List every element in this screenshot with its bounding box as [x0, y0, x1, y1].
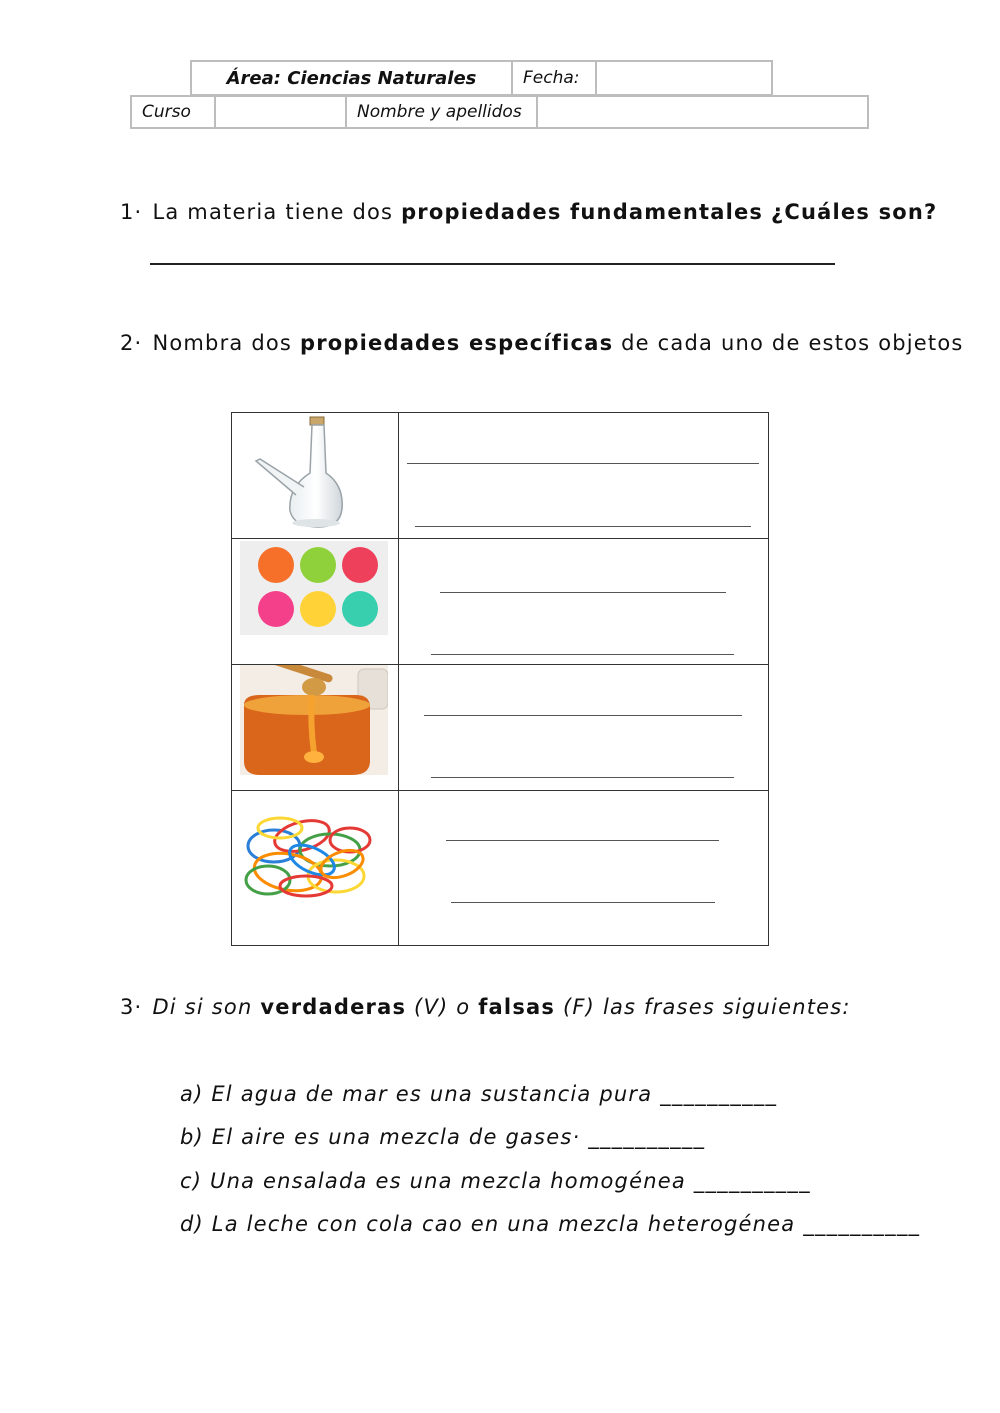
question-3-bold-falsas: falsas	[478, 995, 556, 1019]
glass-oil-cruet-image	[250, 415, 360, 533]
question-1-answer-line[interactable]	[150, 263, 835, 265]
fecha-label: Fecha:	[523, 68, 580, 88]
question-2-text: Nombra dos	[152, 331, 293, 355]
question-1-text: La materia tiene dos	[152, 200, 394, 224]
nombre-label-cell	[345, 95, 538, 129]
statement-a: a) El agua de mar es una sustancia pura __________	[180, 1082, 778, 1106]
question-2-number: 2·	[120, 331, 143, 355]
statement-c: c) Una ensalada es una mezcla homogénea __________	[180, 1169, 811, 1193]
answer-line-1a[interactable]	[407, 463, 759, 464]
question-3-end: (F) las frases siguientes:	[563, 995, 851, 1019]
colored-playdough-image	[240, 541, 388, 635]
objects-table	[231, 412, 769, 946]
question-3-number: 3·	[120, 995, 143, 1019]
area-label: Área: Ciencias Naturales	[226, 67, 477, 89]
question-1	[120, 200, 937, 224]
nombre-input-cell[interactable]	[536, 95, 869, 129]
nombre-label: Nombre y apellidos	[357, 102, 522, 122]
question-1-end: ¿Cuáles son?	[771, 200, 938, 224]
answer-line-3a[interactable]	[424, 715, 742, 716]
fecha-input-cell[interactable]	[595, 60, 773, 96]
answer-line-2b[interactable]	[431, 654, 734, 655]
statement-b: b) El aire es una mezcla de gases· __________	[180, 1125, 706, 1149]
question-3-bold-verdaderas: verdaderas	[260, 995, 407, 1019]
question-1-number: 1·	[120, 200, 143, 224]
question-3	[120, 995, 851, 1019]
curso-input-cell[interactable]	[214, 95, 347, 129]
answer-line-3b[interactable]	[431, 777, 734, 778]
question-2	[120, 331, 964, 355]
answer-line-1b[interactable]	[415, 526, 751, 527]
statement-d: d) La leche con cola cao en una mezcla heterogénea __________	[180, 1212, 921, 1236]
answer-line-4a[interactable]	[446, 840, 719, 841]
answer-line-4b[interactable]	[451, 902, 715, 903]
area-cell	[190, 60, 513, 96]
curso-label: Curso	[142, 102, 191, 122]
question-2-end: de cada uno de estos objetos	[621, 331, 964, 355]
question-3-text: Di si son	[152, 995, 253, 1019]
question-1-bold: propiedades fundamentales	[401, 200, 764, 224]
honey-jar-image	[240, 665, 388, 775]
curso-label-cell	[130, 95, 216, 129]
rubber-bands-image	[240, 806, 376, 906]
question-3-mid: (V) o	[414, 995, 471, 1019]
answer-line-2a[interactable]	[440, 592, 726, 593]
question-2-bold: propiedades específicas	[299, 331, 614, 355]
fecha-label-cell	[511, 60, 597, 96]
